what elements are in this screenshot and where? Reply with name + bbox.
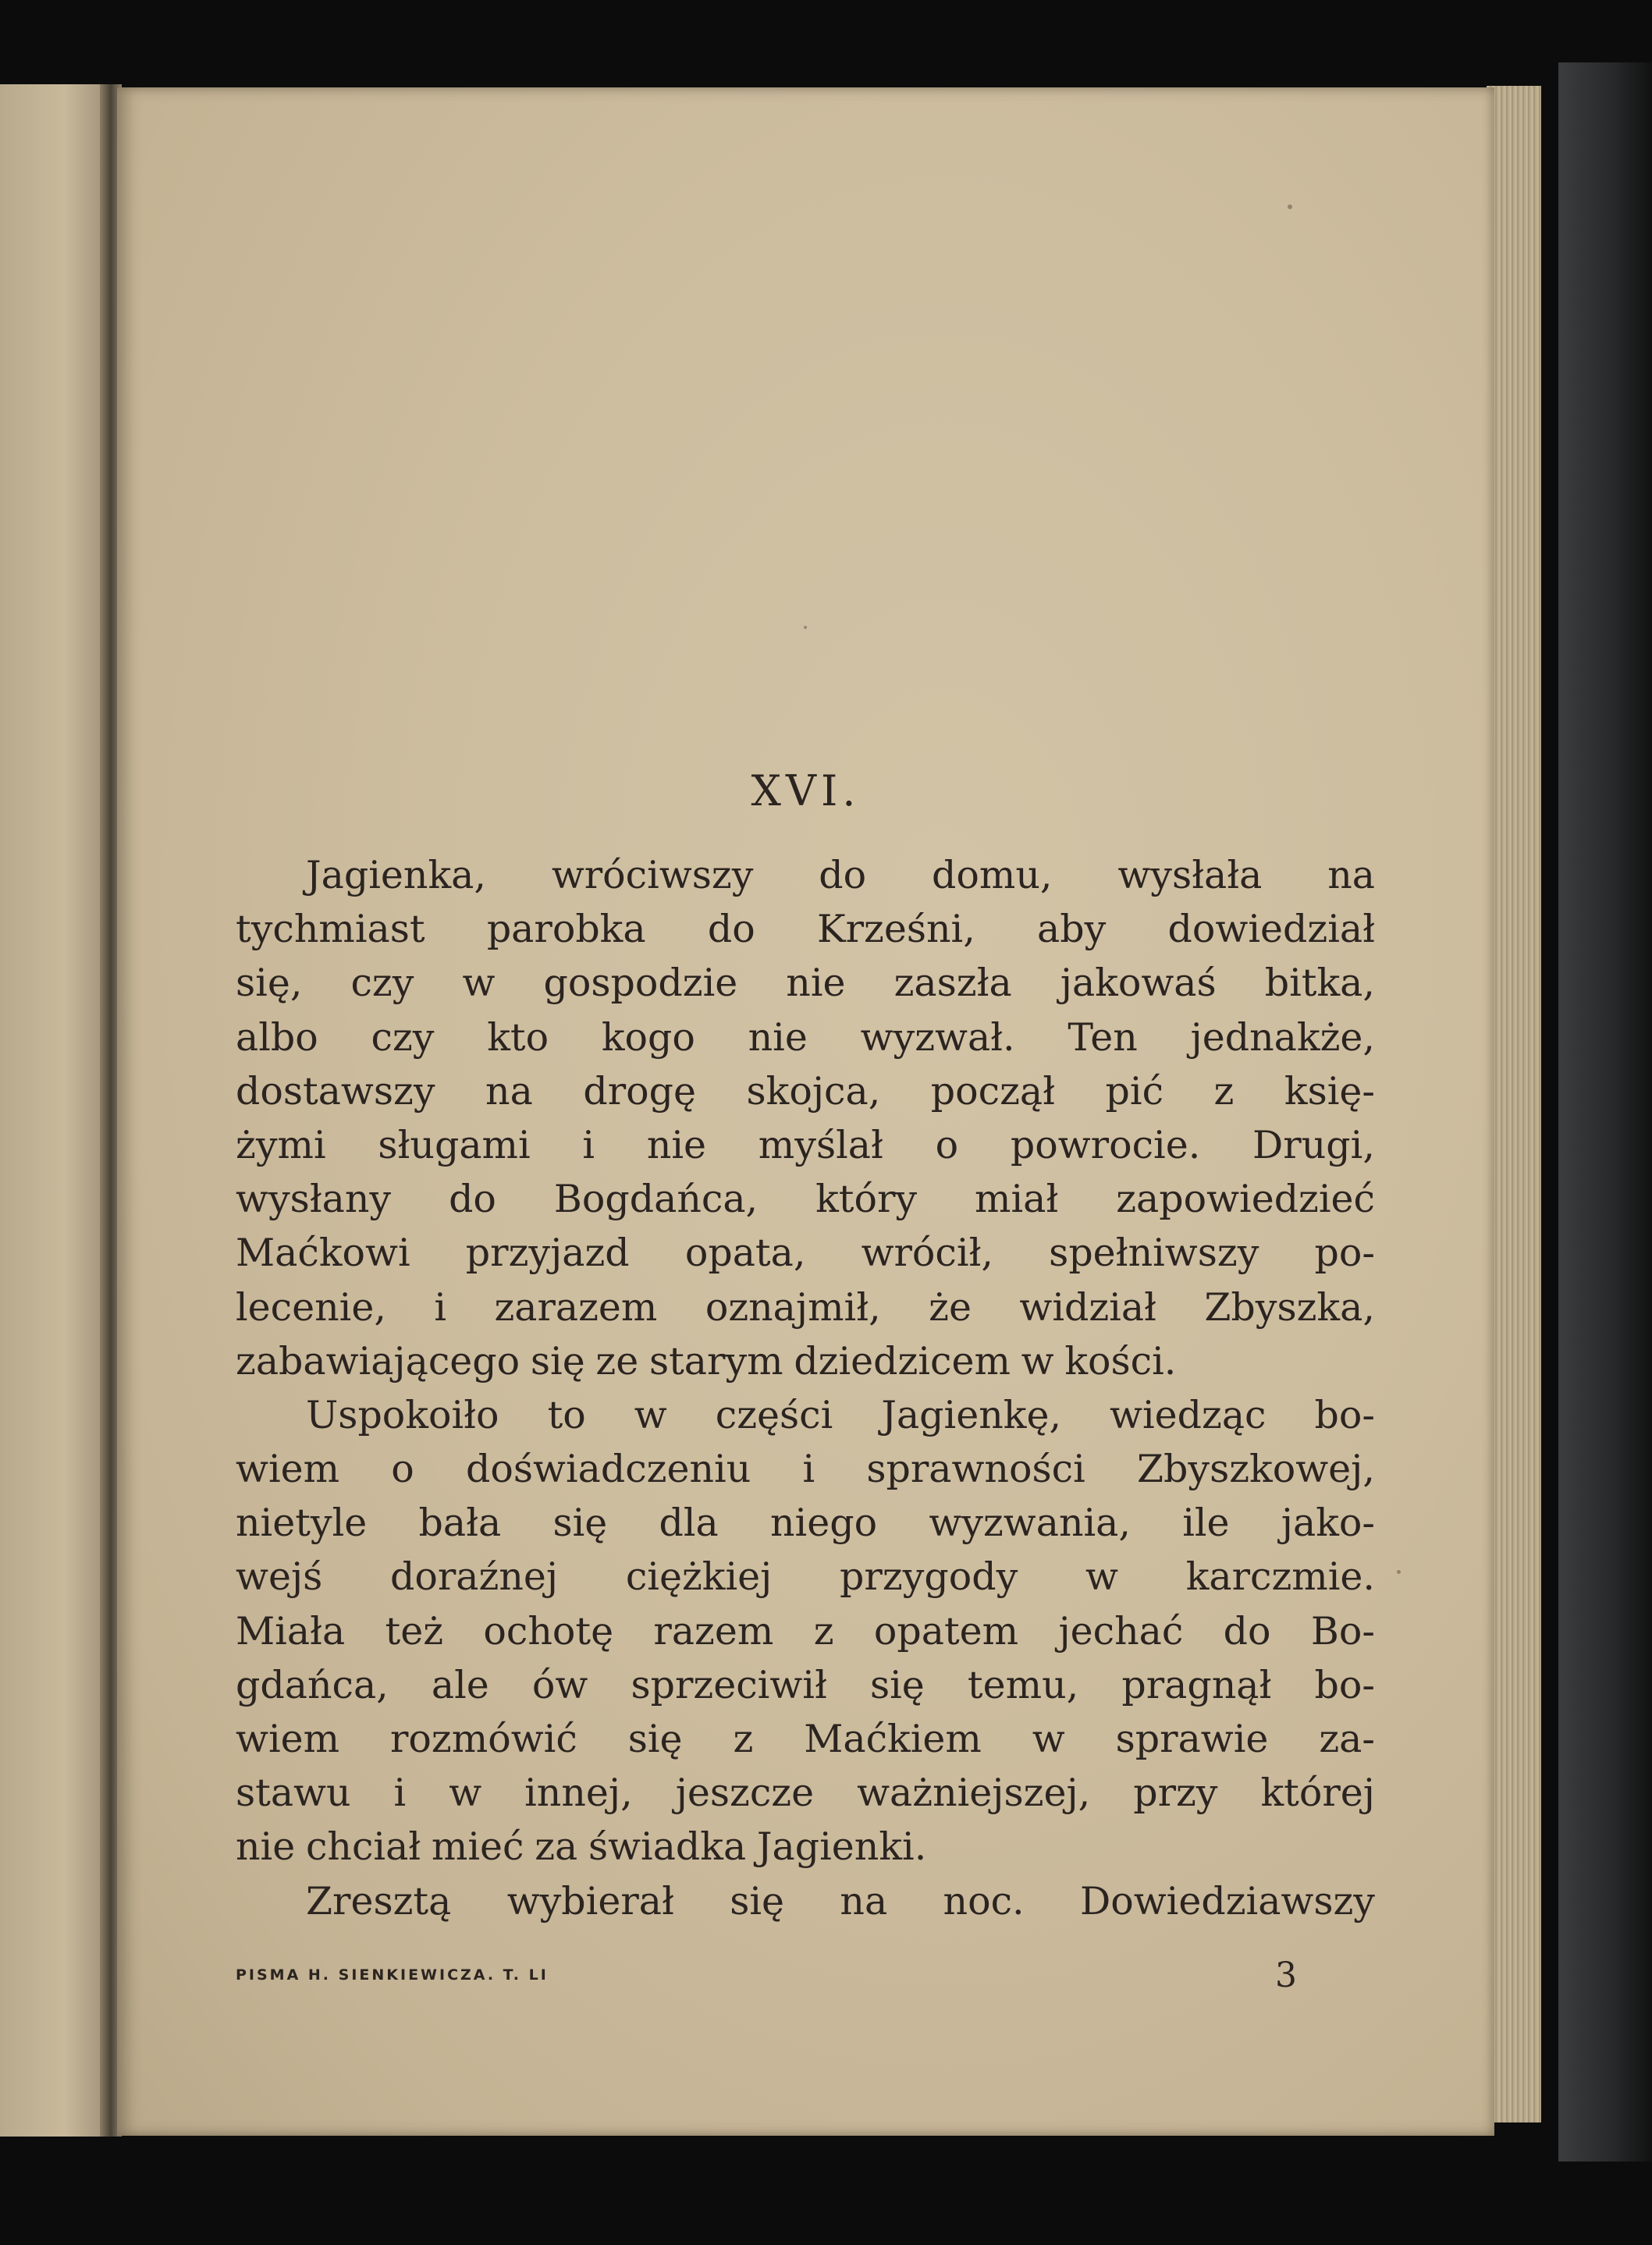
word: Zbyszka,	[1204, 1284, 1375, 1330]
text-line	[236, 1442, 1375, 1496]
word: i	[434, 1284, 447, 1330]
word: w	[449, 1771, 482, 1816]
paper-speck	[1288, 204, 1292, 209]
word: wyzwał.	[860, 1014, 1015, 1060]
word: jako-	[1281, 1501, 1375, 1546]
word: się,	[236, 961, 303, 1006]
word: nie	[646, 1122, 707, 1167]
word: aby	[1037, 907, 1107, 952]
word: doświadczeniu	[466, 1447, 751, 1492]
word: świadka	[588, 1824, 747, 1870]
word: i	[393, 1771, 407, 1816]
word: o	[935, 1122, 959, 1167]
word: Dowiedziawszy	[1079, 1878, 1375, 1924]
word: noc.	[943, 1878, 1025, 1924]
word: temu,	[967, 1662, 1079, 1707]
text-line	[236, 1604, 1375, 1658]
word: ważniejszej,	[857, 1771, 1091, 1816]
word: wiem	[236, 1447, 340, 1492]
word: ale	[431, 1662, 489, 1707]
word: na	[485, 1068, 533, 1114]
word: jakowaś	[1060, 961, 1217, 1006]
word: się	[552, 1501, 608, 1546]
word: Bogdańca,	[553, 1177, 758, 1222]
word: się	[627, 1717, 683, 1761]
page-footer	[236, 1955, 1297, 1995]
word: Uspokoiło	[306, 1392, 499, 1437]
word: gospodzie	[543, 961, 738, 1006]
word: bała	[418, 1501, 502, 1546]
paper-speck	[804, 626, 807, 629]
word: z	[813, 1608, 834, 1654]
book-page	[117, 87, 1494, 2136]
word: Maćkowi	[236, 1231, 410, 1276]
word: innej,	[524, 1771, 633, 1816]
text-line	[236, 1766, 1375, 1820]
word: spełniwszy	[1049, 1231, 1259, 1276]
word: zapowiedzieć	[1116, 1177, 1375, 1222]
printer-signature: PISMA H. SIENKIEWICZA. T. LI	[236, 1966, 549, 1984]
word: za	[535, 1824, 578, 1870]
word: stawu	[236, 1771, 351, 1816]
word: żymi	[236, 1122, 326, 1167]
word: opatem	[873, 1608, 1019, 1654]
word: przygody	[840, 1554, 1018, 1600]
word: przy	[1133, 1771, 1218, 1816]
text-line	[236, 1011, 1375, 1064]
word: zabawiającego	[236, 1338, 520, 1384]
word: parobka	[486, 907, 646, 952]
word: starym	[648, 1338, 783, 1384]
text-line	[236, 848, 1375, 902]
word: domu,	[932, 853, 1053, 897]
word: pić	[1105, 1068, 1164, 1114]
word: wyzwania,	[929, 1501, 1131, 1546]
word: w	[1021, 1338, 1054, 1384]
word: się	[869, 1662, 925, 1707]
word: albo	[236, 1014, 318, 1060]
word: do	[449, 1177, 496, 1222]
word: Drugi,	[1252, 1122, 1375, 1167]
word: też	[385, 1608, 444, 1654]
word: powrocie.	[1010, 1122, 1201, 1167]
text-line	[236, 1658, 1375, 1712]
word: Zresztą	[306, 1878, 452, 1924]
word: niego	[770, 1501, 878, 1546]
word: oznajmił,	[705, 1284, 881, 1330]
word: Krześni,	[816, 907, 975, 952]
word: sprawie	[1115, 1717, 1269, 1761]
word: myślał	[758, 1122, 883, 1167]
word: nie	[236, 1824, 296, 1870]
word: miał	[975, 1177, 1059, 1222]
chapter-title: XVI.	[751, 766, 861, 815]
word: rozmówić	[390, 1717, 577, 1761]
text-line	[236, 1388, 1375, 1442]
text-line	[236, 1334, 1375, 1388]
word: jeszcze	[675, 1771, 815, 1816]
word: wysłała	[1117, 853, 1263, 897]
word: Miała	[236, 1608, 346, 1654]
text-line	[236, 1874, 1375, 1928]
word: chciał	[305, 1824, 421, 1870]
word: Ten	[1068, 1014, 1138, 1060]
text-line	[236, 1172, 1375, 1226]
word: ciężkiej	[625, 1554, 773, 1600]
word: się	[730, 1878, 785, 1924]
word: do	[707, 907, 755, 952]
word: czy	[371, 1014, 435, 1060]
word: Jagienki.	[756, 1824, 927, 1870]
word: której	[1260, 1771, 1375, 1816]
word: ochotę	[483, 1608, 614, 1654]
text-line	[236, 1281, 1375, 1334]
word: jednakże,	[1190, 1014, 1375, 1060]
page-number: 3	[1275, 1955, 1297, 1995]
word: i	[582, 1122, 595, 1167]
text-line	[236, 1712, 1375, 1766]
word: po-	[1314, 1231, 1375, 1276]
word: Bo-	[1310, 1608, 1375, 1654]
word: za-	[1319, 1717, 1375, 1761]
text-line	[236, 1226, 1375, 1280]
word: dziedzicem	[794, 1338, 1011, 1384]
word: z	[1213, 1068, 1235, 1114]
word: Zbyszkowej,	[1136, 1447, 1375, 1492]
word: bo-	[1314, 1662, 1375, 1707]
word: kto	[487, 1014, 549, 1060]
word: widział	[1019, 1284, 1156, 1330]
word: kogo	[601, 1014, 695, 1060]
text-line	[236, 1118, 1375, 1172]
word: wrócił,	[861, 1231, 994, 1276]
word: w	[1032, 1717, 1065, 1761]
word: kości.	[1064, 1338, 1177, 1384]
word: wiedząc	[1110, 1392, 1267, 1437]
word: gdańca,	[236, 1662, 389, 1707]
word: przyjazd	[465, 1231, 630, 1276]
page-stack-edge	[1487, 86, 1541, 2122]
word: czy	[350, 961, 414, 1006]
word: nie	[748, 1014, 808, 1060]
word: w	[634, 1392, 667, 1437]
word: razem	[653, 1608, 774, 1654]
word: sprawności	[866, 1447, 1085, 1492]
word: nietyle	[236, 1501, 368, 1546]
word: dowiedział	[1167, 907, 1375, 952]
text-line	[236, 1550, 1375, 1604]
word: zaszła	[894, 961, 1012, 1006]
word: o	[391, 1447, 414, 1492]
word: wejś	[236, 1554, 323, 1600]
word: skojca,	[746, 1068, 881, 1114]
word: sługami	[378, 1122, 531, 1167]
chapter-body-text	[236, 848, 1375, 1928]
word: księ-	[1284, 1068, 1375, 1114]
word: jechać	[1058, 1608, 1184, 1654]
word: nie	[786, 961, 846, 1006]
text-line	[236, 1064, 1375, 1118]
word: w	[1085, 1554, 1118, 1600]
word: dostawszy	[236, 1068, 435, 1114]
word: ile	[1182, 1501, 1230, 1546]
text-line	[236, 956, 1375, 1010]
word: sprzeciwił	[631, 1662, 827, 1707]
word: doraźnej	[390, 1554, 559, 1600]
word: Jagienka,	[306, 853, 486, 897]
word: do	[1223, 1608, 1271, 1654]
word: ów	[531, 1662, 588, 1707]
paper-speck	[1397, 1570, 1401, 1574]
text-line	[236, 902, 1375, 956]
word: wysłany	[236, 1177, 392, 1222]
word: który	[815, 1177, 918, 1222]
text-line	[236, 1820, 1375, 1874]
word: do	[819, 853, 867, 897]
word: to	[547, 1392, 586, 1437]
word: drogę	[583, 1068, 696, 1114]
word: bo-	[1314, 1392, 1375, 1437]
word: części	[715, 1392, 833, 1437]
word: wróciwszy	[551, 853, 754, 897]
text-line	[236, 1496, 1375, 1550]
word: dla	[659, 1501, 719, 1546]
word: na	[840, 1878, 888, 1924]
word: z	[733, 1717, 754, 1761]
word: mieć	[431, 1824, 524, 1870]
word: począł	[930, 1068, 1056, 1114]
word: w	[462, 961, 496, 1006]
word: się	[530, 1338, 585, 1384]
word: Maćkiem	[804, 1717, 982, 1761]
word: Jagienkę,	[881, 1392, 1062, 1437]
word: zarazem	[494, 1284, 658, 1330]
word: pragnął	[1121, 1662, 1272, 1707]
word: lecenie,	[236, 1284, 386, 1330]
word: że	[929, 1284, 972, 1330]
word: opata,	[684, 1231, 806, 1276]
word: tychmiast	[236, 907, 425, 952]
word: i	[802, 1447, 815, 1492]
word: karczmie.	[1185, 1554, 1375, 1600]
word: ze	[595, 1338, 639, 1384]
word: bitka,	[1264, 961, 1375, 1006]
word: wiem	[236, 1717, 340, 1761]
word: wybierał	[506, 1878, 674, 1924]
word: na	[1327, 853, 1375, 897]
book-cover-edge	[1558, 62, 1652, 2162]
